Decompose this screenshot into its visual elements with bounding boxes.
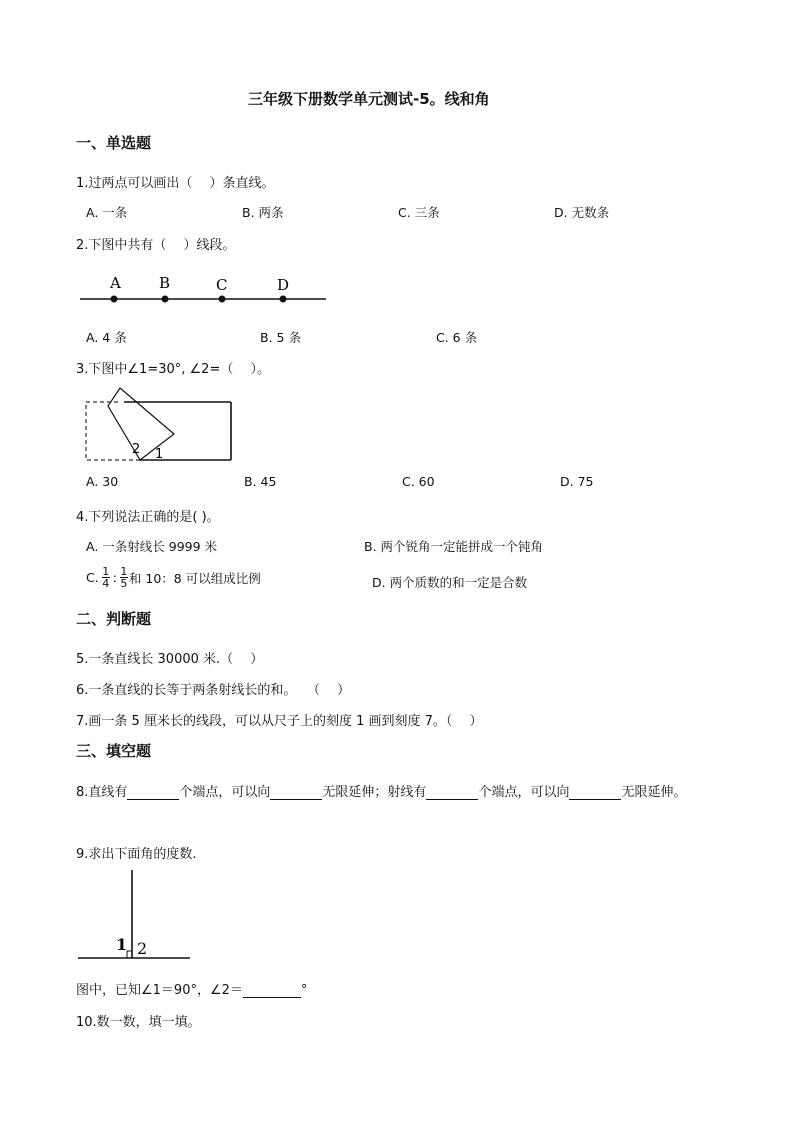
page-title: 三年级下册数学单元测试-5。线和角 <box>248 90 490 108</box>
question-3-option-c: C. 60 <box>402 474 435 489</box>
angle-label-1: 1 <box>155 447 164 462</box>
point-c <box>219 296 226 303</box>
folded-rectangle-figure <box>84 384 234 464</box>
q8-part-1: 8.直线有 <box>76 785 128 800</box>
point-b <box>162 296 169 303</box>
question-4-option-b: B. 两个锐角一定能拼成一个钝角 <box>364 539 544 554</box>
fraction-one-fifth <box>120 566 128 589</box>
question-7: 7.画一条 5 厘米长的线段，可以从尺子上的刻度 1 画到刻度 7。（ ） <box>76 714 483 729</box>
fraction-2-numerator: 1 <box>120 565 128 578</box>
question-8 <box>76 781 686 800</box>
question-4-stem: 4.下列说法正确的是( )。 <box>76 510 220 525</box>
section-heading-fill-blank: 三、填空题 <box>76 742 152 760</box>
q8-part-4: 个端点，可以向 <box>478 785 570 800</box>
segment-figure <box>80 268 330 308</box>
answer-blank-2[interactable] <box>270 787 322 800</box>
fraction-1-denominator: 4 <box>102 577 110 590</box>
answer-blank-3[interactable] <box>426 787 478 800</box>
section-heading-single-choice: 一、单选题 <box>76 134 152 152</box>
section-heading-true-false: 二、判断题 <box>76 610 152 628</box>
angle-label-1-q9: 1 <box>116 935 128 954</box>
point-label-a: A <box>110 274 121 292</box>
question-3-option-d: D. 75 <box>560 474 594 489</box>
answer-blank-angle-2[interactable] <box>243 985 301 998</box>
question-9-answer <box>76 979 307 998</box>
question-3-option-b: B. 45 <box>244 474 277 489</box>
q8-part-5: 无限延伸。 <box>621 785 687 800</box>
question-2-stem: 2.下图中共有（ ）线段。 <box>76 238 236 253</box>
question-9-stem: 9.求出下面角的度数. <box>76 847 197 862</box>
question-4-option-a: A. 一条射线长 9999 米 <box>86 539 218 554</box>
question-1-option-a: A. 一条 <box>86 205 128 220</box>
question-2-option-b: B. 5 条 <box>260 330 301 345</box>
point-d <box>280 296 287 303</box>
answer-blank-1[interactable] <box>127 787 179 800</box>
point-label-c: C <box>216 276 228 294</box>
option-c-prefix: C. <box>86 570 99 585</box>
fraction-one-quarter <box>102 566 110 589</box>
question-4-option-d: D. 两个质数的和一定是合数 <box>372 575 528 590</box>
question-3-stem: 3.下图中∠1=30°, ∠2=（ ）。 <box>76 362 270 377</box>
q9-answer-prefix: 图中，已知∠1＝90°，∠2＝ <box>76 983 243 998</box>
fraction-1-numerator: 1 <box>102 565 110 578</box>
question-4-option-c <box>86 566 261 589</box>
point-label-b: B <box>159 274 171 292</box>
right-angle-figure <box>76 868 196 963</box>
point-label-d: D <box>277 276 290 294</box>
fraction-2-denominator: 5 <box>120 577 128 590</box>
answer-blank-4[interactable] <box>569 787 621 800</box>
question-6: 6.一条直线的长等于两条射线长的和。 （ ） <box>76 683 351 698</box>
question-10: 10.数一数，填一填。 <box>76 1015 201 1030</box>
q9-answer-suffix: ° <box>300 983 308 998</box>
q8-part-3: 无限延伸；射线有 <box>322 785 427 800</box>
question-1-option-b: B. 两条 <box>242 205 284 220</box>
folded-flap <box>108 388 174 460</box>
question-5: 5.一条直线长 30000 米.（ ） <box>76 652 264 667</box>
option-c-suffix: 和 10：8 可以组成比例 <box>128 570 261 586</box>
ratio-colon: : <box>112 570 117 585</box>
point-a <box>111 296 118 303</box>
question-3-option-a: A. 30 <box>86 474 119 489</box>
question-1-option-c: C. 三条 <box>398 205 440 220</box>
question-2-option-c: C. 6 条 <box>436 330 478 345</box>
question-1-stem: 1.过两点可以画出（ ）条直线。 <box>76 176 275 191</box>
angle-label-2-q9: 2 <box>137 939 148 958</box>
q8-part-2: 个端点，可以向 <box>179 785 271 800</box>
question-1-option-d: D. 无数条 <box>554 205 610 220</box>
angle-label-2: 2 <box>132 442 141 457</box>
question-2-option-a: A. 4 条 <box>86 330 127 345</box>
